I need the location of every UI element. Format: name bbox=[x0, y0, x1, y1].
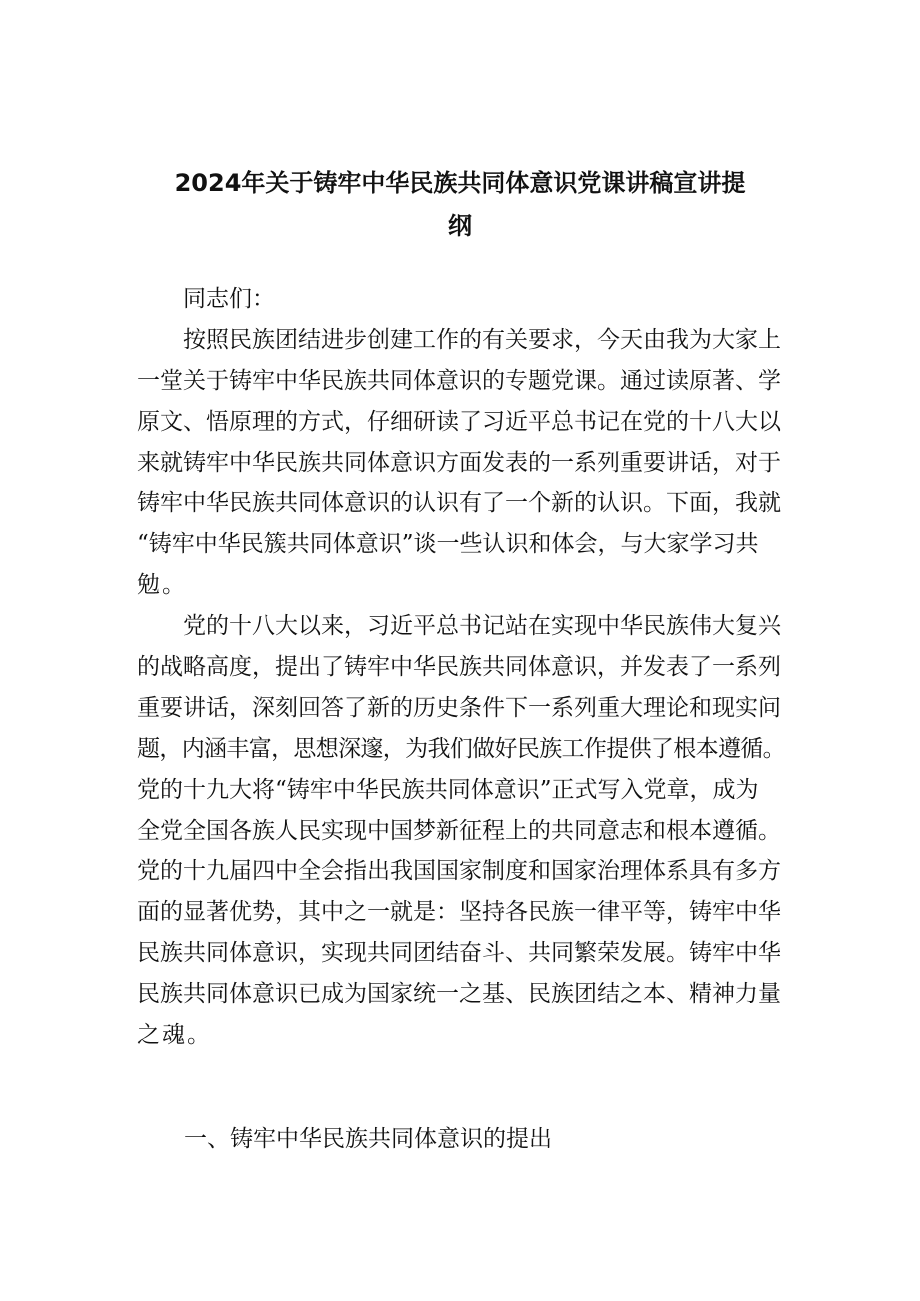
section-heading-1: 一、铸牢中华民族共同体意识的提出 bbox=[184, 1126, 552, 1152]
paragraph-2-line: 全党全国各族人民实现中国梦新征程上的共同意志和根本遵循。 bbox=[137, 817, 781, 844]
paragraph-2-line: 民族共同体意识已成为国家统一之基、民族团结之本、精神力量 bbox=[137, 981, 781, 1008]
paragraph-1-line: 一堂关于铸牢中华民族共同体意识的专题党课。通过读原著、学 bbox=[137, 367, 781, 394]
paragraph-2-line: 民族共同体意识，实现共同团结奋斗、共同繁荣发展。铸牢中华 bbox=[137, 940, 781, 967]
paragraph-1-line: 勉。 bbox=[137, 572, 187, 599]
paragraph-2-line: 之魂。 bbox=[137, 1022, 212, 1049]
document-body bbox=[137, 216, 785, 1056]
paragraph-1-line: 来就铸牢中华民族共同体意识方面发表的一系列重要讲话，对于 bbox=[137, 449, 781, 476]
paragraph-2-line: 党的十九大将“铸牢中华民族共同体意识”正式写入党章，成为 bbox=[137, 776, 759, 803]
greeting: 同志们： bbox=[183, 286, 275, 312]
paragraph-1-line: 原文、悟原理的方式，仔细研读了习近平总书记在党的十八大以 bbox=[137, 408, 781, 435]
paragraph-2-line: 的战略高度，提出了铸牢中华民族共同体意识，并发表了一系列 bbox=[137, 654, 781, 681]
paragraph-1 bbox=[137, 320, 785, 606]
paragraph-2-line: 党的十九届四中全会指出我国国家制度和国家治理体系具有多方 bbox=[137, 858, 781, 885]
paragraph-1-line: 铸牢中华民族共同体意识的认识有了一个新的认识。下面，我就 bbox=[137, 490, 781, 517]
paragraph-2 bbox=[137, 606, 785, 1056]
document-title-line-1: 2024年关于铸牢中华民族共同体意识党课讲稿宣讲提 bbox=[174, 169, 746, 197]
paragraph-2-line: 党的十八大以来，习近平总书记站在实现中华民族伟大复兴 bbox=[183, 613, 781, 640]
paragraph-2-line: 面的显著优势，其中之一就是：坚持各民族一律平等，铸牢中华 bbox=[137, 899, 781, 926]
paragraph-1-line: 按照民族团结进步创建工作的有关要求，今天由我为大家上 bbox=[183, 326, 781, 353]
paragraph-1-line: “铸牢中华民簇共同体意识”谈一些认识和体会，与大家学习共 bbox=[137, 531, 759, 558]
paragraph-2-line: 题，内涵丰富，思想深邃，为我们做好民族工作提供了根本遵循。 bbox=[137, 735, 786, 762]
document-title-line-2: 纲 bbox=[448, 212, 472, 240]
paragraph-2-line: 重要讲话，深刻回答了新的历史条件下一系列重大理论和现实问 bbox=[137, 694, 781, 721]
